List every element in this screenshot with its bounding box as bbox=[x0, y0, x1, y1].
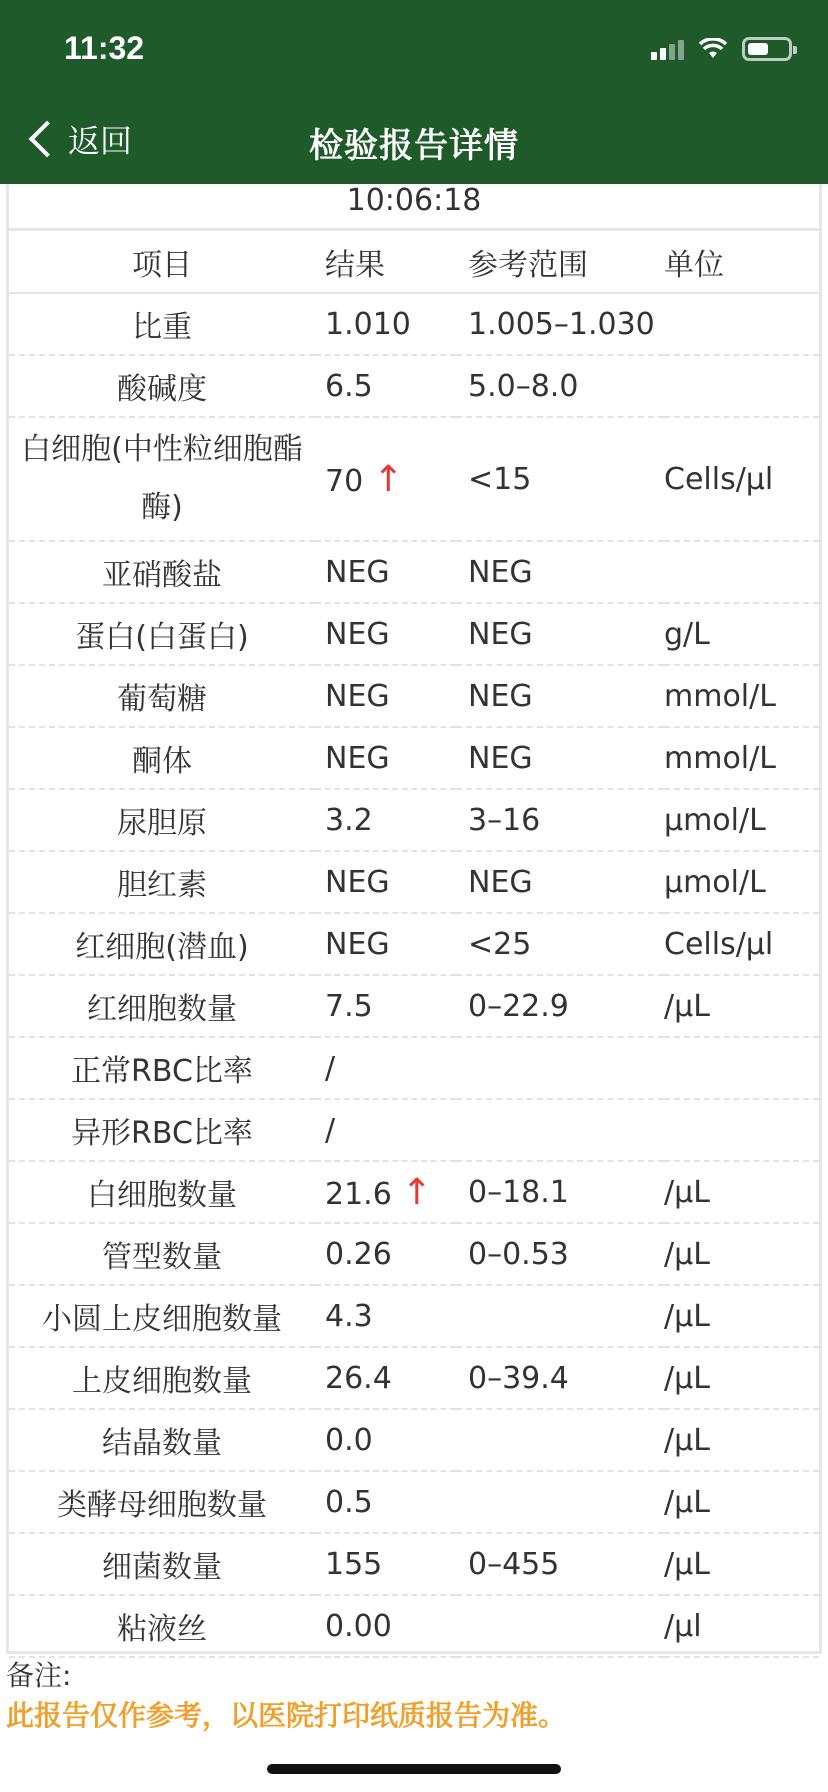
column-header-result: 结果 bbox=[315, 231, 456, 293]
result-cell bbox=[315, 541, 456, 603]
range-text: 0–22.9 bbox=[468, 988, 569, 1024]
item-text: 粘液丝 bbox=[117, 1612, 207, 1647]
notes-text: 此报告仅作参考，以医院打印纸质报告为准。 bbox=[6, 1699, 567, 1732]
result-text: 0.5 bbox=[325, 1484, 373, 1520]
unit-text: /μL bbox=[664, 1422, 710, 1458]
item-cell bbox=[9, 1533, 315, 1595]
table-row bbox=[9, 293, 819, 355]
result-text: / bbox=[325, 1050, 336, 1086]
item-cell bbox=[9, 293, 315, 355]
status-time: 11:32 bbox=[64, 30, 145, 66]
result-cell bbox=[315, 975, 456, 1037]
unit-cell bbox=[664, 1533, 819, 1595]
table-row bbox=[9, 1595, 819, 1657]
report-time: 10:06:18 bbox=[9, 184, 819, 231]
unit-text: μmol/L bbox=[664, 864, 766, 900]
range-text: NEG bbox=[468, 864, 533, 900]
item-text: 酸碱度 bbox=[117, 372, 207, 407]
table-row bbox=[9, 975, 819, 1037]
unit-cell bbox=[664, 1161, 819, 1223]
range-cell bbox=[456, 1347, 664, 1409]
signal-icon bbox=[651, 38, 684, 60]
unit-cell bbox=[664, 1347, 819, 1409]
item-text: 红细胞(潜血) bbox=[75, 930, 249, 965]
unit-cell bbox=[664, 293, 819, 355]
item-cell bbox=[9, 1595, 315, 1657]
item-cell bbox=[9, 603, 315, 665]
notes-section bbox=[6, 1656, 566, 1736]
item-cell bbox=[9, 851, 315, 913]
unit-cell bbox=[664, 355, 819, 417]
range-cell bbox=[456, 1161, 664, 1223]
table-row bbox=[9, 851, 819, 913]
abnormal-high-icon: ↑ bbox=[373, 458, 404, 500]
result-cell bbox=[315, 355, 456, 417]
item-text: 亚硝酸盐 bbox=[102, 558, 222, 593]
range-text: 1.005–1.030 bbox=[468, 306, 655, 342]
table-row bbox=[9, 727, 819, 789]
item-text: 上皮细胞数量 bbox=[72, 1364, 252, 1399]
result-cell bbox=[315, 1409, 456, 1471]
result-cell bbox=[315, 293, 456, 355]
table-row bbox=[9, 355, 819, 417]
item-cell bbox=[9, 789, 315, 851]
unit-cell bbox=[664, 417, 819, 541]
table-row bbox=[9, 1533, 819, 1595]
result-cell bbox=[315, 1595, 456, 1657]
result-cell bbox=[315, 727, 456, 789]
table-row bbox=[9, 1409, 819, 1471]
range-text: 0–0.53 bbox=[468, 1236, 569, 1272]
range-text: <25 bbox=[468, 926, 532, 962]
table-row bbox=[9, 1161, 819, 1223]
result-text: 0.00 bbox=[325, 1608, 392, 1644]
result-cell bbox=[315, 1471, 456, 1533]
item-text: 管型数量 bbox=[102, 1240, 222, 1275]
table-row bbox=[9, 1285, 819, 1347]
result-cell bbox=[315, 603, 456, 665]
range-cell bbox=[456, 851, 664, 913]
result-text: 4.3 bbox=[325, 1298, 373, 1334]
unit-text: /μL bbox=[664, 1236, 710, 1272]
item-text: 蛋白(白蛋白) bbox=[75, 620, 249, 655]
range-text: 0–18.1 bbox=[468, 1174, 569, 1210]
item-cell bbox=[9, 727, 315, 789]
unit-text: μmol/L bbox=[664, 802, 766, 838]
table-row bbox=[9, 1099, 819, 1161]
range-cell bbox=[456, 789, 664, 851]
result-cell bbox=[315, 1161, 456, 1223]
column-header-unit: 单位 bbox=[664, 231, 819, 293]
battery-icon bbox=[742, 37, 792, 61]
table-row bbox=[9, 913, 819, 975]
item-cell bbox=[9, 541, 315, 603]
range-text: <15 bbox=[468, 461, 532, 497]
range-cell bbox=[456, 975, 664, 1037]
unit-cell bbox=[664, 975, 819, 1037]
report-table-container bbox=[6, 184, 822, 1654]
unit-text: g/L bbox=[664, 616, 710, 652]
result-text: 1.010 bbox=[325, 306, 411, 342]
item-cell bbox=[9, 1037, 315, 1099]
unit-cell bbox=[664, 913, 819, 975]
column-header-item: 项目 bbox=[9, 231, 315, 293]
table-row bbox=[9, 665, 819, 727]
unit-cell bbox=[664, 789, 819, 851]
wifi-icon bbox=[698, 38, 728, 60]
range-text: NEG bbox=[468, 678, 533, 714]
unit-text: /μL bbox=[664, 1298, 710, 1334]
item-cell bbox=[9, 1285, 315, 1347]
item-text: 胆红素 bbox=[117, 868, 207, 903]
item-text: 白细胞(中性粒细胞酯酶) bbox=[21, 432, 303, 525]
range-cell bbox=[456, 1471, 664, 1533]
result-text: 26.4 bbox=[325, 1360, 392, 1396]
status-icons bbox=[651, 36, 792, 62]
table-row bbox=[9, 603, 819, 665]
unit-text: /μl bbox=[664, 1608, 702, 1644]
range-cell bbox=[456, 417, 664, 541]
results-table bbox=[9, 231, 819, 1658]
result-cell bbox=[315, 789, 456, 851]
result-text: NEG bbox=[325, 616, 390, 652]
table-row bbox=[9, 541, 819, 603]
unit-cell bbox=[664, 851, 819, 913]
item-text: 细菌数量 bbox=[102, 1550, 222, 1585]
notes-label: 备注: bbox=[6, 1659, 72, 1692]
result-cell bbox=[315, 1285, 456, 1347]
result-cell bbox=[315, 1533, 456, 1595]
unit-text: Cells/μl bbox=[664, 461, 774, 497]
range-cell bbox=[456, 1595, 664, 1657]
table-row bbox=[9, 1037, 819, 1099]
result-cell bbox=[315, 665, 456, 727]
unit-text: /μL bbox=[664, 988, 710, 1024]
back-label: 返回 bbox=[68, 122, 133, 160]
unit-cell bbox=[664, 541, 819, 603]
range-cell bbox=[456, 727, 664, 789]
result-cell bbox=[315, 851, 456, 913]
result-text: NEG bbox=[325, 926, 390, 962]
item-text: 比重 bbox=[132, 310, 192, 345]
item-cell bbox=[9, 913, 315, 975]
unit-cell bbox=[664, 1223, 819, 1285]
result-text: 0.0 bbox=[325, 1422, 373, 1458]
result-cell bbox=[315, 1099, 456, 1161]
unit-cell bbox=[664, 1285, 819, 1347]
item-cell bbox=[9, 1223, 315, 1285]
home-indicator[interactable] bbox=[267, 1764, 561, 1774]
unit-cell bbox=[664, 665, 819, 727]
range-cell bbox=[456, 293, 664, 355]
result-text: NEG bbox=[325, 554, 390, 590]
app-header bbox=[0, 0, 828, 184]
item-text: 类酵母细胞数量 bbox=[57, 1488, 267, 1523]
range-cell bbox=[456, 1409, 664, 1471]
range-cell bbox=[456, 603, 664, 665]
result-text: NEG bbox=[325, 678, 390, 714]
table-row bbox=[9, 1471, 819, 1533]
item-text: 小圆上皮细胞数量 bbox=[42, 1302, 282, 1337]
result-cell bbox=[315, 1347, 456, 1409]
unit-cell bbox=[664, 1595, 819, 1657]
item-text: 结晶数量 bbox=[102, 1426, 222, 1461]
range-text: 0–455 bbox=[468, 1546, 560, 1582]
result-text: 21.6 bbox=[325, 1176, 392, 1212]
item-cell bbox=[9, 1471, 315, 1533]
unit-text: mmol/L bbox=[664, 740, 776, 776]
item-cell bbox=[9, 417, 315, 541]
range-cell bbox=[456, 1099, 664, 1161]
item-text: 白细胞数量 bbox=[87, 1178, 237, 1213]
item-cell bbox=[9, 355, 315, 417]
table-row bbox=[9, 789, 819, 851]
range-cell bbox=[456, 665, 664, 727]
unit-cell bbox=[664, 1409, 819, 1471]
item-cell bbox=[9, 665, 315, 727]
table-row bbox=[9, 1347, 819, 1409]
unit-text: Cells/μl bbox=[664, 926, 774, 962]
unit-text: /μL bbox=[664, 1360, 710, 1396]
result-text: NEG bbox=[325, 864, 390, 900]
range-text: 3–16 bbox=[468, 802, 541, 838]
range-text: NEG bbox=[468, 554, 533, 590]
item-text: 正常RBC比率 bbox=[71, 1054, 253, 1089]
unit-text: /μL bbox=[664, 1546, 710, 1582]
table-row bbox=[9, 417, 819, 541]
item-cell bbox=[9, 1409, 315, 1471]
unit-text: mmol/L bbox=[664, 678, 776, 714]
range-text: 0–39.4 bbox=[468, 1360, 569, 1396]
item-cell bbox=[9, 1347, 315, 1409]
column-header-range: 参考范围 bbox=[456, 231, 664, 293]
range-cell bbox=[456, 355, 664, 417]
unit-cell bbox=[664, 603, 819, 665]
unit-text: /μL bbox=[664, 1484, 710, 1520]
unit-text: /μL bbox=[664, 1174, 710, 1210]
item-text: 异形RBC比率 bbox=[71, 1116, 253, 1151]
range-text: NEG bbox=[468, 740, 533, 776]
item-text: 红细胞数量 bbox=[87, 992, 237, 1027]
page-title: 检验报告详情 bbox=[309, 126, 519, 166]
result-text: / bbox=[325, 1112, 336, 1148]
abnormal-high-icon: ↑ bbox=[401, 1171, 432, 1213]
item-cell bbox=[9, 1099, 315, 1161]
result-text: 7.5 bbox=[325, 988, 373, 1024]
result-text: 155 bbox=[325, 1546, 383, 1582]
range-cell bbox=[456, 1285, 664, 1347]
item-text: 葡萄糖 bbox=[117, 682, 207, 717]
result-text: 0.26 bbox=[325, 1236, 392, 1272]
table-body bbox=[9, 293, 819, 1657]
result-text: NEG bbox=[325, 740, 390, 776]
result-text: 3.2 bbox=[325, 802, 373, 838]
range-cell bbox=[456, 913, 664, 975]
result-cell bbox=[315, 1223, 456, 1285]
table-row bbox=[9, 1223, 819, 1285]
unit-cell bbox=[664, 1099, 819, 1161]
range-cell bbox=[456, 1223, 664, 1285]
range-text: 5.0–8.0 bbox=[468, 368, 579, 404]
item-text: 酮体 bbox=[132, 744, 192, 779]
table-header-row bbox=[9, 231, 819, 293]
item-cell bbox=[9, 975, 315, 1037]
range-cell bbox=[456, 541, 664, 603]
result-cell bbox=[315, 1037, 456, 1099]
result-cell bbox=[315, 417, 456, 541]
unit-cell bbox=[664, 727, 819, 789]
item-text: 尿胆原 bbox=[117, 806, 207, 841]
range-cell bbox=[456, 1533, 664, 1595]
result-text: 6.5 bbox=[325, 368, 373, 404]
unit-cell bbox=[664, 1037, 819, 1099]
item-cell bbox=[9, 1161, 315, 1223]
range-cell bbox=[456, 1037, 664, 1099]
unit-cell bbox=[664, 1471, 819, 1533]
result-cell bbox=[315, 913, 456, 975]
result-text: 70 bbox=[325, 463, 364, 499]
range-text: NEG bbox=[468, 616, 533, 652]
